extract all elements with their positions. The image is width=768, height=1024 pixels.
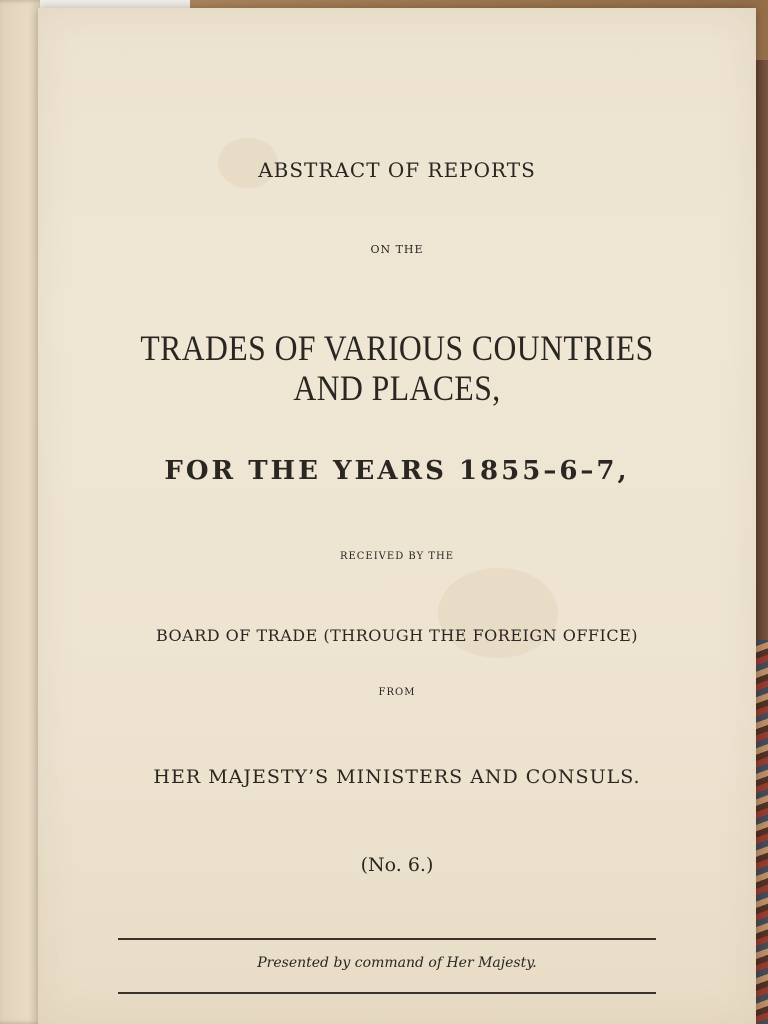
board-of-trade-line: BOARD OF TRADE (THROUGH THE FOREIGN OFFICE): [155, 626, 639, 645]
presented-line: Presented by command of Her Majesty.: [257, 955, 537, 971]
ministers-line: HER MAJESTY’S MINISTERS AND CONSULS.: [153, 766, 641, 788]
issue-number: (No. 6.): [360, 854, 434, 876]
bottom-rule: [118, 992, 656, 994]
on-the-text: ON THE: [370, 243, 424, 256]
received-by-text: RECEIVED BY THE: [339, 551, 455, 562]
years-line: FOR THE YEARS 1855–6–7,: [164, 456, 630, 486]
from-text: FROM: [378, 687, 416, 698]
main-title-line-2: AND PLACES,: [293, 368, 501, 408]
top-rule: [118, 938, 656, 940]
main-title-line-1: TRADES OF VARIOUS COUNTRIES: [140, 328, 654, 368]
title-page: [38, 8, 756, 1024]
abstract-heading: ABSTRACT OF REPORTS: [258, 158, 536, 182]
